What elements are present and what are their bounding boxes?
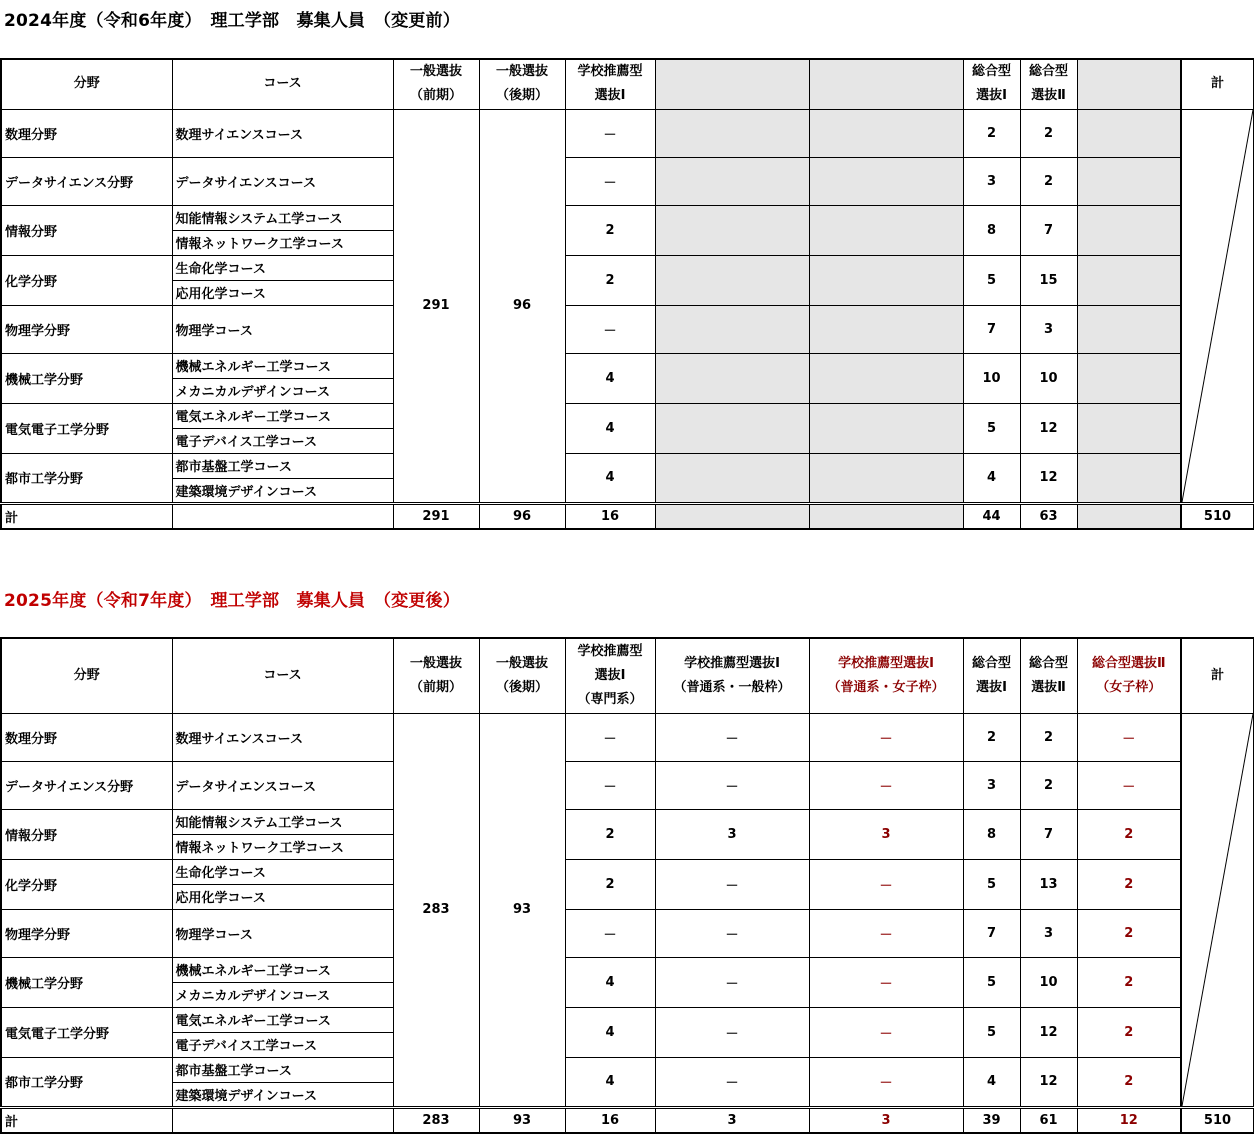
diagonal-line	[1182, 714, 1253, 1106]
comp1-cell: 5	[963, 403, 1020, 453]
table-row	[1, 453, 1254, 478]
comp1-cell: 7	[963, 305, 1020, 353]
table-row	[1, 809, 1254, 834]
course-cell: メカニカルデザインコース	[172, 982, 393, 1007]
table-after	[0, 637, 1254, 1134]
total-diagonal-cell	[1181, 713, 1254, 1107]
school-rec-cell: －	[565, 109, 655, 157]
blank-cell	[1077, 109, 1181, 157]
blank-cell	[1077, 205, 1181, 255]
comp2-women-cell: 2	[1077, 957, 1181, 1007]
comp2-women-cell: 2	[1077, 859, 1181, 909]
header-comp1-line2: 選抜Ⅰ	[976, 679, 1007, 695]
header-general-late	[479, 638, 565, 713]
header-school-rec-line2: 選抜Ⅰ	[594, 88, 626, 104]
header-school-rec	[565, 638, 655, 713]
course-cell: 応用化学コース	[172, 280, 393, 305]
comp2-cell: 2	[1020, 713, 1077, 761]
school-rec-women-cell: 3	[809, 809, 963, 859]
blank-cell	[655, 503, 809, 529]
blank-cell	[1077, 255, 1181, 305]
blank-cell	[655, 453, 809, 503]
field-cell: 情報分野	[1, 205, 172, 255]
title-before: 2024年度（令和6年度） 理工学部 募集人員 （変更前）	[4, 11, 460, 31]
header-comp2-line1: 総合型	[1028, 655, 1068, 671]
field-cell: 電気電子工学分野	[1, 1007, 172, 1057]
sum-school-rec: 16	[565, 503, 655, 529]
school-rec-cell: 2	[565, 859, 655, 909]
school-rec-general-cell: －	[655, 1007, 809, 1057]
comp2-women-cell: 2	[1077, 1057, 1181, 1107]
course-cell: 電子デバイス工学コース	[172, 1032, 393, 1057]
blank-cell	[809, 305, 963, 353]
comp2-cell: 3	[1020, 909, 1077, 957]
header-comp1-line1: 総合型	[971, 64, 1011, 80]
comp2-cell: 12	[1020, 1007, 1077, 1057]
course-cell: 情報ネットワーク工学コース	[172, 230, 393, 255]
comp1-cell: 2	[963, 109, 1020, 157]
header-comp2-line1: 総合型	[1028, 64, 1068, 80]
blank-cell	[655, 255, 809, 305]
comp2-cell: 2	[1020, 761, 1077, 809]
sum-general-early: 291	[393, 503, 479, 529]
sum-comp2: 61	[1020, 1107, 1077, 1133]
table-row	[1, 255, 1254, 280]
header-total: 計	[1181, 59, 1254, 109]
sum-comp1: 44	[963, 503, 1020, 529]
header-comp2	[1020, 59, 1077, 109]
comp2-women-cell: －	[1077, 713, 1181, 761]
header-school-rec	[565, 59, 655, 109]
school-rec-cell: －	[565, 713, 655, 761]
school-rec-women-cell: －	[809, 1057, 963, 1107]
table-row	[1, 205, 1254, 230]
comp2-cell: 7	[1020, 205, 1077, 255]
header-general-early	[393, 638, 479, 713]
comp2-cell: 12	[1020, 403, 1077, 453]
blank-cell	[1077, 503, 1181, 529]
field-cell: データサイエンス分野	[1, 761, 172, 809]
course-cell: 応用化学コース	[172, 884, 393, 909]
sum-total: 510	[1181, 503, 1254, 529]
table-before	[0, 58, 1254, 530]
header-blank-cell	[655, 59, 809, 109]
comp1-cell: 3	[963, 157, 1020, 205]
general-early-cell: 291	[393, 109, 479, 503]
course-cell: 機械エネルギー工学コース	[172, 353, 393, 378]
course-cell: 生命化学コース	[172, 859, 393, 884]
header-blank-cell	[1077, 59, 1181, 109]
school-rec-general-cell: －	[655, 909, 809, 957]
school-rec-cell: 4	[565, 957, 655, 1007]
blank-cell	[809, 255, 963, 305]
field-cell: 化学分野	[1, 255, 172, 305]
comp2-cell: 7	[1020, 809, 1077, 859]
header-general-late-line2: （後期）	[495, 679, 548, 695]
header-school-rec-general-line1: 学校推薦型選抜Ⅰ	[684, 655, 780, 671]
school-rec-women-cell: －	[809, 909, 963, 957]
comp1-cell: 8	[963, 809, 1020, 859]
comp2-cell: 15	[1020, 255, 1077, 305]
course-cell: 情報ネットワーク工学コース	[172, 834, 393, 859]
school-rec-cell: 4	[565, 453, 655, 503]
blank-cell	[809, 403, 963, 453]
table-row	[1, 157, 1254, 205]
comp2-cell: 10	[1020, 957, 1077, 1007]
comp1-cell: 7	[963, 909, 1020, 957]
school-rec-women-cell: －	[809, 957, 963, 1007]
school-rec-general-cell: －	[655, 859, 809, 909]
sum-general-late: 93	[479, 1107, 565, 1133]
header-general-late-line1: 一般選抜	[495, 64, 548, 80]
comp2-cell: 2	[1020, 109, 1077, 157]
header-school-rec-line1: 学校推薦型	[577, 64, 643, 80]
table-row	[1, 403, 1254, 428]
header-school-rec-line1: 学校推薦型	[577, 643, 643, 659]
school-rec-cell: 4	[565, 353, 655, 403]
course-cell: 電子デバイス工学コース	[172, 428, 393, 453]
school-rec-general-cell: －	[655, 713, 809, 761]
header-general-early-line2: （前期）	[409, 88, 462, 104]
blank-cell	[1077, 403, 1181, 453]
general-early-cell: 283	[393, 713, 479, 1107]
header-comp1-line2: 選抜Ⅰ	[976, 88, 1007, 104]
comp1-cell: 10	[963, 353, 1020, 403]
course-cell: 知能情報システム工学コース	[172, 809, 393, 834]
header-comp2-women-line2: （女子枠）	[1096, 679, 1162, 695]
comp1-cell: 3	[963, 761, 1020, 809]
header-school-rec-line3: （専門系）	[577, 691, 643, 707]
field-cell: 情報分野	[1, 809, 172, 859]
table-row	[1, 1057, 1254, 1082]
course-cell: 建築環境デザインコース	[172, 478, 393, 503]
blank-cell	[1077, 305, 1181, 353]
course-cell: メカニカルデザインコース	[172, 378, 393, 403]
header-course: コース	[172, 59, 393, 109]
comp1-cell: 4	[963, 1057, 1020, 1107]
sum-school-rec: 16	[565, 1107, 655, 1133]
school-rec-cell: 4	[565, 403, 655, 453]
sum-total: 510	[1181, 1107, 1254, 1133]
blank-cell	[809, 109, 963, 157]
sum-label: 計	[1, 1107, 172, 1133]
blank-cell	[1077, 157, 1181, 205]
header-comp2-women	[1077, 638, 1181, 713]
comp2-women-cell: 2	[1077, 809, 1181, 859]
sum-comp1: 39	[963, 1107, 1020, 1133]
school-rec-general-cell: 3	[655, 809, 809, 859]
comp2-women-cell: －	[1077, 761, 1181, 809]
school-rec-general-cell: －	[655, 761, 809, 809]
field-cell: 機械工学分野	[1, 957, 172, 1007]
sum-school-rec-general: 3	[655, 1107, 809, 1133]
sum-comp2: 63	[1020, 503, 1077, 529]
comp1-cell: 5	[963, 957, 1020, 1007]
header-comp2-line2: 選抜Ⅱ	[1031, 679, 1066, 695]
table-row	[1, 353, 1254, 378]
sum-general-early: 283	[393, 1107, 479, 1133]
school-rec-cell: 2	[565, 809, 655, 859]
field-cell: データサイエンス分野	[1, 157, 172, 205]
comp2-cell: 12	[1020, 453, 1077, 503]
sum-course-cell	[172, 1107, 393, 1133]
field-cell: 物理学分野	[1, 909, 172, 957]
header-school-rec-women-line2: （普通系・女子枠）	[827, 679, 945, 695]
header-total: 計	[1181, 638, 1254, 713]
sum-row	[1, 503, 1254, 529]
sum-row	[1, 1107, 1254, 1133]
sum-school-rec-women: 3	[809, 1107, 963, 1133]
comp1-cell: 5	[963, 255, 1020, 305]
blank-cell	[809, 353, 963, 403]
header-school-rec-women	[809, 638, 963, 713]
header-comp1	[963, 59, 1020, 109]
comp1-cell: 5	[963, 859, 1020, 909]
course-cell: 電気エネルギー工学コース	[172, 403, 393, 428]
general-late-cell: 93	[479, 713, 565, 1107]
school-rec-general-cell: －	[655, 1057, 809, 1107]
table-row	[1, 713, 1254, 761]
header-course: コース	[172, 638, 393, 713]
blank-cell	[1077, 353, 1181, 403]
header-school-rec-line2: 選抜Ⅰ	[594, 667, 626, 683]
school-rec-cell: 2	[565, 255, 655, 305]
header-general-late-line2: （後期）	[495, 88, 548, 104]
school-rec-cell: －	[565, 761, 655, 809]
header-general-early-line1: 一般選抜	[409, 64, 462, 80]
diagonal-line	[1182, 110, 1253, 502]
course-cell: 物理学コース	[172, 909, 393, 957]
comp2-cell: 2	[1020, 157, 1077, 205]
header-general-early	[393, 59, 479, 109]
field-cell: 都市工学分野	[1, 1057, 172, 1107]
course-cell: 知能情報システム工学コース	[172, 205, 393, 230]
blank-cell	[655, 305, 809, 353]
course-cell: 物理学コース	[172, 305, 393, 353]
table-row	[1, 109, 1254, 157]
title-after: 2025年度（令和7年度） 理工学部 募集人員 （変更後）	[4, 591, 460, 611]
sum-comp2-women: 12	[1077, 1107, 1181, 1133]
course-cell: 都市基盤工学コース	[172, 1057, 393, 1082]
course-cell: データサイエンスコース	[172, 761, 393, 809]
blank-cell	[809, 453, 963, 503]
course-cell: 数理サイエンスコース	[172, 713, 393, 761]
comp1-cell: 8	[963, 205, 1020, 255]
comp2-women-cell: 2	[1077, 1007, 1181, 1057]
comp1-cell: 2	[963, 713, 1020, 761]
school-rec-women-cell: －	[809, 713, 963, 761]
course-cell: 機械エネルギー工学コース	[172, 957, 393, 982]
field-cell: 都市工学分野	[1, 453, 172, 503]
comp1-cell: 5	[963, 1007, 1020, 1057]
school-rec-cell: 4	[565, 1007, 655, 1057]
field-cell: 数理分野	[1, 713, 172, 761]
comp2-women-cell: 2	[1077, 909, 1181, 957]
blank-cell	[655, 109, 809, 157]
header-school-rec-women-line1: 学校推薦型選抜Ⅰ	[838, 655, 934, 671]
blank-cell	[655, 205, 809, 255]
course-cell: 都市基盤工学コース	[172, 453, 393, 478]
field-cell: 電気電子工学分野	[1, 403, 172, 453]
header-comp2-women-line1: 総合型選抜Ⅱ	[1091, 655, 1166, 671]
total-diagonal-cell	[1181, 109, 1254, 503]
course-cell: 生命化学コース	[172, 255, 393, 280]
general-late-cell: 96	[479, 109, 565, 503]
blank-cell	[655, 403, 809, 453]
field-cell: 物理学分野	[1, 305, 172, 353]
header-comp1-line1: 総合型	[971, 655, 1011, 671]
school-rec-cell: 2	[565, 205, 655, 255]
table-row	[1, 909, 1254, 957]
school-rec-cell: 4	[565, 1057, 655, 1107]
school-rec-general-cell: －	[655, 957, 809, 1007]
header-general-late-line1: 一般選抜	[495, 655, 548, 671]
school-rec-women-cell: －	[809, 761, 963, 809]
course-cell: 数理サイエンスコース	[172, 109, 393, 157]
school-rec-cell: －	[565, 157, 655, 205]
blank-cell	[655, 157, 809, 205]
sum-course-cell	[172, 503, 393, 529]
blank-cell	[1077, 453, 1181, 503]
table-row	[1, 859, 1254, 884]
header-general-early-line1: 一般選抜	[409, 655, 462, 671]
sum-general-late: 96	[479, 503, 565, 529]
header-school-rec-general-line2: （普通系・一般枠）	[673, 679, 791, 695]
header-general-late	[479, 59, 565, 109]
header-comp1	[963, 638, 1020, 713]
table-row	[1, 761, 1254, 809]
header-field: 分野	[1, 638, 172, 713]
comp2-cell: 10	[1020, 353, 1077, 403]
course-cell: 建築環境デザインコース	[172, 1082, 393, 1107]
header-comp2	[1020, 638, 1077, 713]
field-cell: 化学分野	[1, 859, 172, 909]
school-rec-cell: －	[565, 909, 655, 957]
sum-label: 計	[1, 503, 172, 529]
blank-cell	[809, 157, 963, 205]
field-cell: 機械工学分野	[1, 353, 172, 403]
header-field: 分野	[1, 59, 172, 109]
course-cell: 電気エネルギー工学コース	[172, 1007, 393, 1032]
comp2-cell: 3	[1020, 305, 1077, 353]
blank-cell	[809, 503, 963, 529]
comp2-cell: 12	[1020, 1057, 1077, 1107]
header-blank-cell	[809, 59, 963, 109]
table-row	[1, 957, 1254, 982]
school-rec-women-cell: －	[809, 859, 963, 909]
comp1-cell: 4	[963, 453, 1020, 503]
header-comp2-line2: 選抜Ⅱ	[1031, 88, 1066, 104]
school-rec-women-cell: －	[809, 1007, 963, 1057]
table-row	[1, 305, 1254, 353]
field-cell: 数理分野	[1, 109, 172, 157]
course-cell: データサイエンスコース	[172, 157, 393, 205]
blank-cell	[655, 353, 809, 403]
header-school-rec-general	[655, 638, 809, 713]
table-row	[1, 1007, 1254, 1032]
header-general-early-line2: （前期）	[409, 679, 462, 695]
blank-cell	[809, 205, 963, 255]
school-rec-cell: －	[565, 305, 655, 353]
comp2-cell: 13	[1020, 859, 1077, 909]
